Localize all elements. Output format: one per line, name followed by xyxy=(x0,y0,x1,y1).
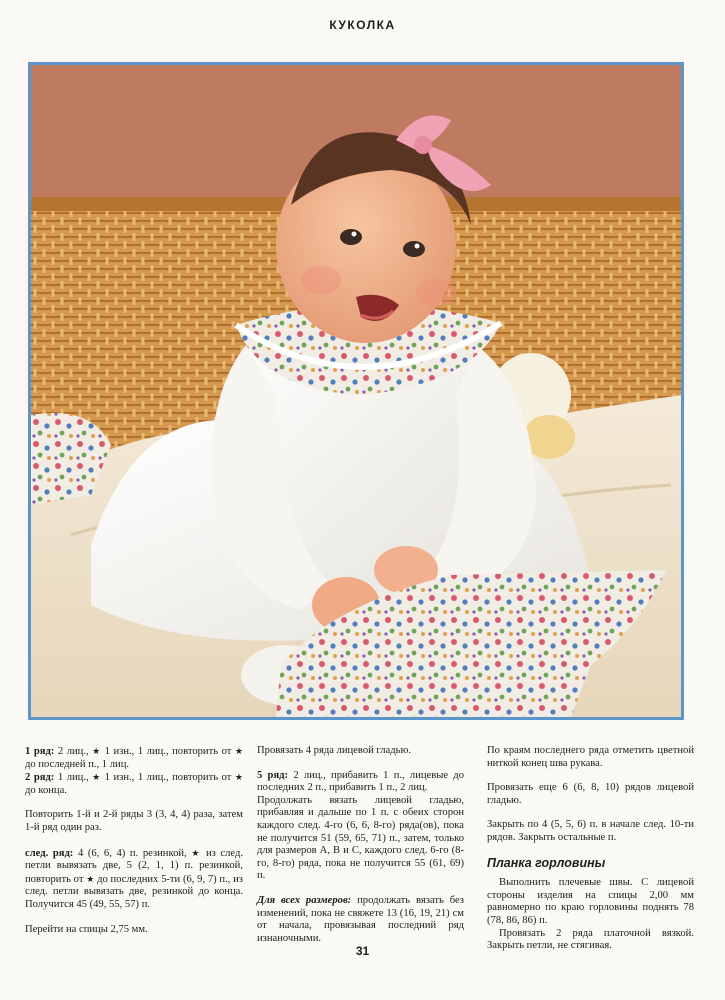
star-icon: ★ xyxy=(191,847,202,858)
continue-instruction: Провязать еще 6 (6, 8, 10) рядов лицевой гладью. xyxy=(487,782,694,806)
star-icon: ★ xyxy=(234,746,243,756)
next-row-instruction: след. ряд: 4 (6, 6, 4) п. резинкой, ★ из след. петли вывязать две, 5 (2, 1, 1) п. резинкой, повторить от ★ до последних 5-ти (6, 9, 7) п., из след. петли вывязать две, резинкой до конца. Получится 45 (49, 55, 57) п. xyxy=(25,847,243,910)
baby-photo xyxy=(31,65,681,717)
stockinette-instruction: Провязать 4 ряда лицевой гладью. xyxy=(257,745,412,756)
repeat-instruction: Повторить 1-й и 2-й ряды 3 (3, 4, 4) раза, затем 1-й ряд один раз. xyxy=(25,809,243,833)
bind-off-instruction: Закрыть по 4 (5, 5, 6) п. в начале след. 10-ти рядов. Закрыть остальные п. xyxy=(487,819,694,843)
star-icon: ★ xyxy=(86,873,95,884)
text-column-1 xyxy=(25,745,243,948)
row-5-instruction: 5 ряд: 2 лиц., прибавить 1 п., лицевые до последних 2 п., прибавить 1 п., 2 лиц. xyxy=(257,769,464,794)
page-number: 31 xyxy=(355,944,370,958)
row-1-instruction: 1 ряд: 2 лиц., ★ 1 изн., 1 лиц., повторить от ★ до последней п., 1 лиц. xyxy=(25,746,243,770)
text-column-2 xyxy=(257,745,464,957)
increase-instruction: Продолжать вязать лицевой гладью, прибавляя и дальше по 1 п. с обеих сторон каждого след. 4-го (6, 6, 8-го) ряда(ов), пока не получится 51 (59, 65, 71) п., затем, только для размеров А, В и С, каждого след. 6-го (8-го, 8-го) ряда, пока не получится 55 (61, 69) п. xyxy=(257,794,464,882)
mark-instruction: По краям последнего ряда отметить цветной ниткой конец шва рукава. xyxy=(487,745,694,769)
section-title: Планка горловины xyxy=(487,855,606,870)
text-column-3 xyxy=(487,745,694,965)
photo-frame xyxy=(28,62,684,720)
all-sizes-instruction: Для всех размеров: продолжать вязать без изменений, пока не свяжете 13 (16, 19, 21) см от начала, провязывая последний ряд изнаночными. xyxy=(257,894,464,944)
star-icon: ★ xyxy=(92,772,102,783)
star-icon: ★ xyxy=(234,772,243,783)
neckband-instruction: Выполнить плечевые швы. С лицевой стороны изделия на спицы 2,00 мм равномерно по краю горловины поднять 78 (78, 86, 86) п. xyxy=(487,877,694,926)
row-2-instruction: 2 ряд: 1 лиц., ★ 1 изн., 1 лиц., повторить от ★ до конца. xyxy=(25,772,243,796)
star-icon: ★ xyxy=(92,746,102,756)
garter-instruction: Провязать 2 ряда платочной вязкой. Закрыть петли, не стягивая. xyxy=(487,927,694,952)
running-head: КУКОЛКА xyxy=(329,18,396,32)
needles-instruction: Перейти на спицы 2,75 мм. xyxy=(25,923,148,935)
